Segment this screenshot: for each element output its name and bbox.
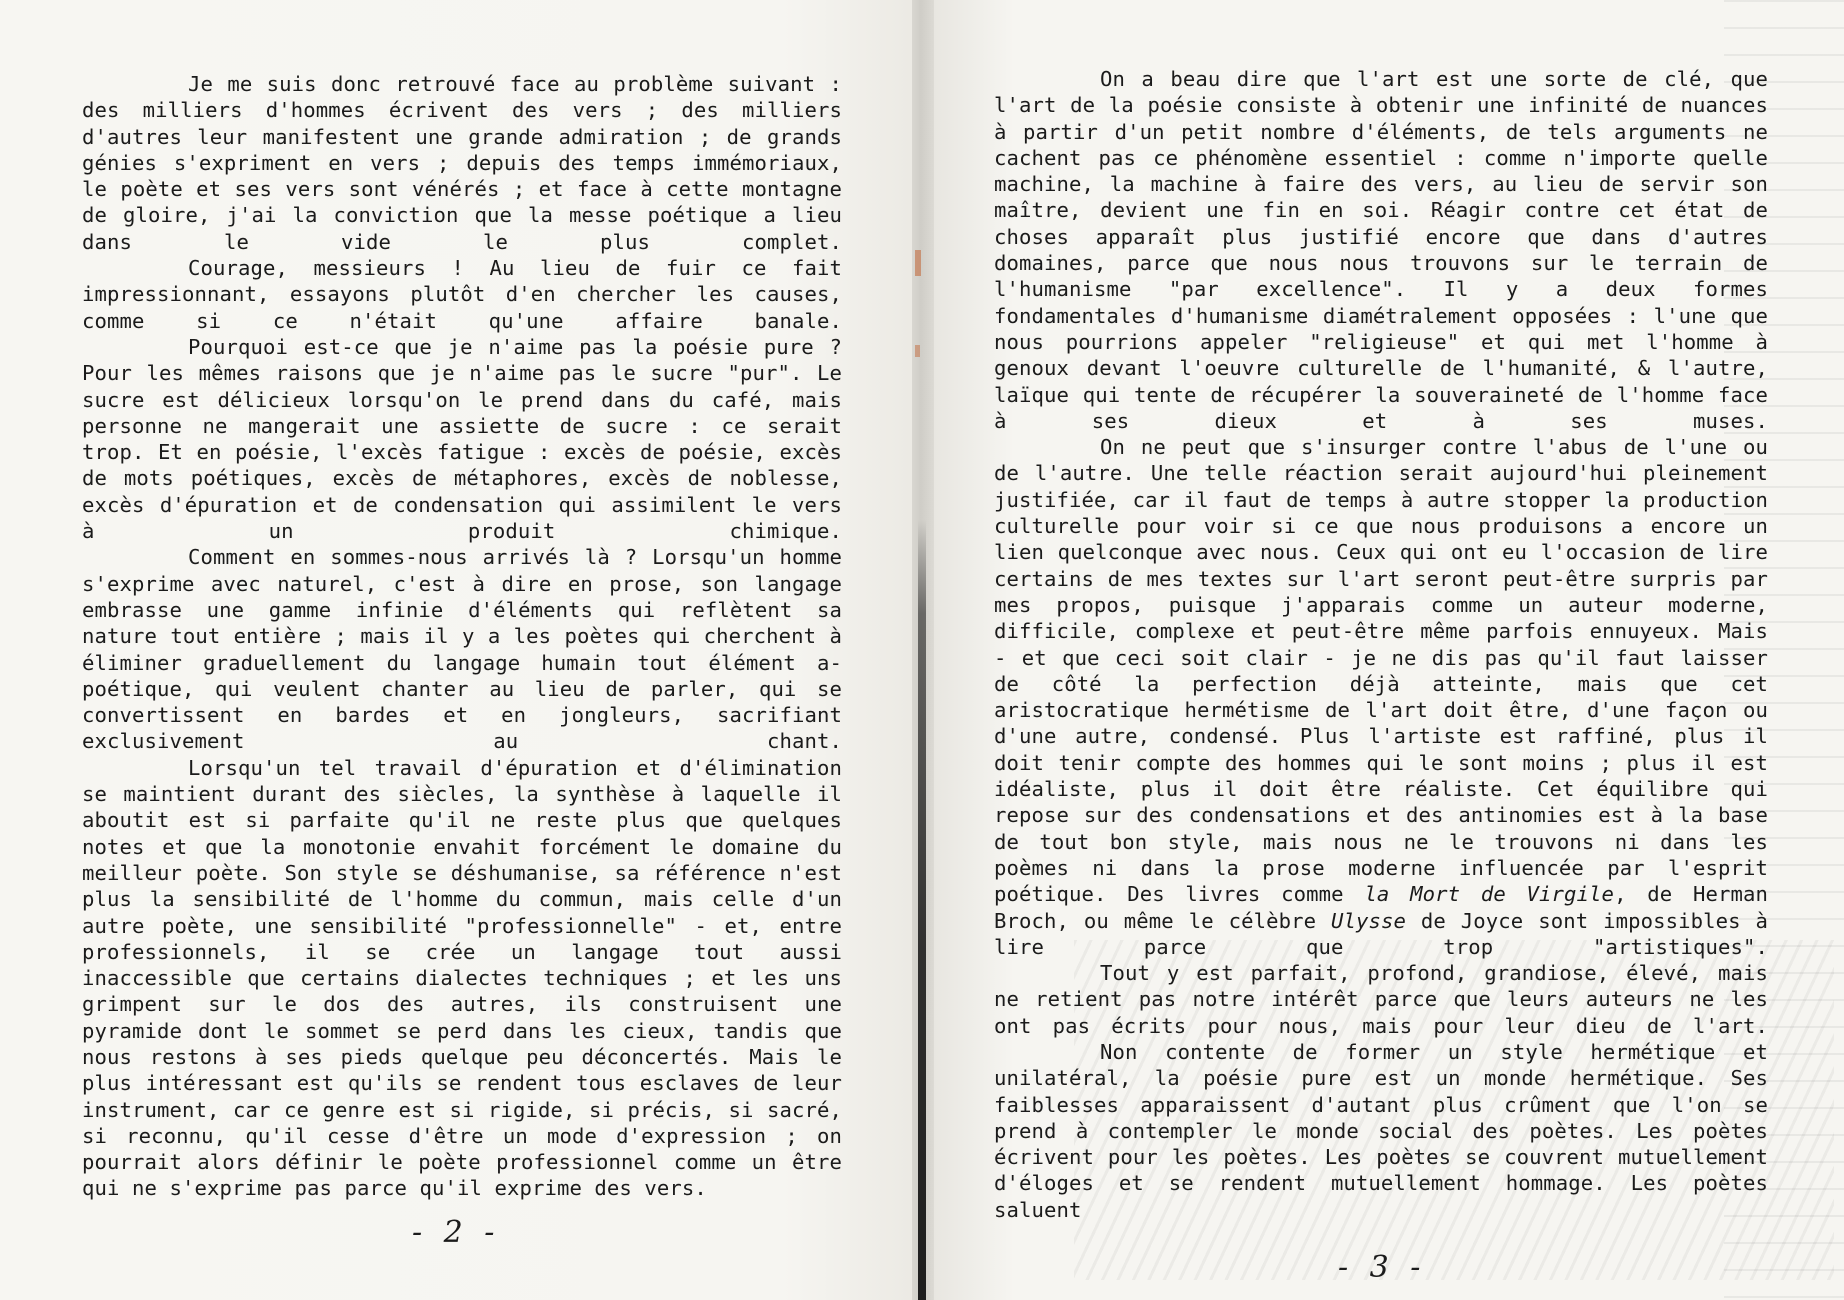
paragraph: Lorsqu'un tel travail d'épuration et d'élimination se maintient durant des siècles, la synthèse à laquelle il aboutit est si parfaite qu'il ne reste plus que quelques notes et que la monotonie envahit forcément le domaine du meilleur poète. Son style se déshumanise, sa référence n'est plus la sensibilité de l'homme du commun, mais celle d'un autre poète, une sensibilité "professionnelle" - et, entre professionnels, il se crée un langage tout aussi inaccessible que certains dialectes techniques ; et les uns grimpent sur le dos des autres, ils construisent une pyramide dont le sommet se perd dans les cieux, tandis que nous restons à ses pieds quelque peu déconcertés. Mais le plus intéressant est qu'ils se rendent tous esclaves de leur instrument, car ce genre est si rigide, si précis, si sacré, si reconnu, qu'il cesse d'être un mode d'expression ; on pourrait alors définir le poète professionnel comme un être qui ne s'exprime pas parce qu'il exprime des vers. (82, 755, 842, 1201)
right-page-text (994, 66, 1768, 1223)
paragraph: Courage, messieurs ! Au lieu de fuir ce fait impressionnant, essayons plutôt d'en chercher les causes, comme si ce n'était qu'une affaire banale. (82, 256, 842, 333)
right-page (922, 0, 1844, 1300)
paragraph: On a beau dire que l'art est une sorte de clé, que l'art de la poésie consiste à obtenir une infinité de nuances à partir d'un petit nombre d'éléments, de tels arguments ne cachent pas ce phénomène essentiel : comme n'importe quelle machine, la machine à faire des vers, au lieu de servir son maître, devient une fin en soi. Réagir contre cet état de choses apparaît plus justifié encore que dans d'autres domaines, parce que nous nous trouvons sur le terrain de l'humanisme "par excellence". Il y a deux formes fondamentales d'humanisme diamétralement opposées : l'une que nous pourrions appeler "religieuse" et qui met l'homme à genoux devant l'oeuvre culturelle de l'humanité, & l'autre, laïque qui tente de récupérer la souveraineté de l'homme face à ses dieux et à ses muses. (994, 67, 1768, 433)
binding-mark (915, 345, 920, 357)
text-run: de Joyce sont impossibles à lire parce que trop "artistiques". (994, 908, 1768, 959)
paragraph: Pourquoi est-ce que je n'aime pas la poésie pure ? Pour les mêmes raisons que je n'aime pas le sucre "pur". Le sucre est délicieux lorsqu'on le prend dans du café, mais personne ne mangerait une assiette de sucre : ce serait trop. Et en poésie, l'excès fatigue : excès de poésie, excès de mots poétiques, excès de métaphores, excès de noblesse, excès d'épuration et de condensation qui assimilent le vers à un produit chimique. (82, 334, 842, 544)
paragraph: Non contente de former un style hermétique et unilatéral, la poésie pure est un monde hermétique. Ses faiblesses apparaissent d'autant plus crûment que l'on se prend à contempler le monde social des poètes. Les poètes écrivent pour les poètes. Les poètes se couvrent mutuellement d'éloges et se rendent mutuellement hommage. Les poètes saluent (994, 1039, 1768, 1222)
paragraph: Comment en sommes-nous arrivés là ? Lorsqu'un homme s'exprime avec naturel, c'est à dire en prose, son langage embrasse une gamme infinie d'éléments qui reflètent sa nature tout entière ; mais il y a les poètes qui cherchent à éliminer graduellement du langage humain tout élément a-poétique, qui veulent chanter au lieu de parler, qui se convertissent en bardes et en jongleurs, sacrifiant exclusivement au chant. (82, 545, 842, 754)
gutter-shadow (918, 520, 926, 1300)
paragraph: Tout y est parfait, profond, grandiose, élevé, mais ne retient pas notre intérêt parce que leurs auteurs ne les ont pas écrits pour nous, mais pour leur dieu de l'art. (994, 961, 1768, 1038)
paragraph: Je me suis donc retrouvé face au problème suivant : des milliers d'hommes écrivent des vers ; des milliers d'autres leur manifestent une grande admiration ; de grands génies s'expriment en vers ; depuis des temps immémoriaux, le poète et ses vers sont vénérés ; et face à cette montagne de gloire, j'ai la conviction que la messe poétique a lieu dans le vide le plus complet. (82, 72, 842, 254)
book-title: la Mort de Virgile (1364, 882, 1615, 907)
text-run: , de Herman Broch, ou même le célèbre (994, 882, 1769, 933)
page-number: - 2 - (412, 1215, 501, 1250)
book-gutter (912, 0, 934, 1300)
book-title: Ulysse (1331, 908, 1406, 933)
page-number: - 3 - (1338, 1250, 1427, 1285)
text-run: On ne peut que s'insurger contre l'abus de l'une ou de l'autre. Une telle réaction serait aujourd'hui pleinement justifiée, car il faut de temps à autre stopper la production culturelle pour voir si ce que nous produisons a encore un lien quelconque avec nous. Ceux qui ont eu l'occasion de lire certains de mes textes sur l'art seront peut-être surpris par mes propos, puisque j'apparais comme un auteur moderne, difficile, complexe et peut-être même parfois ennuyeux. Mais - et que ceci soit clair - je ne dis pas qu'il faut laisser de côté la perfection déjà atteinte, mais que cet aristocratique hermétisme de l'art doit être, d'une façon ou d'une autre, condensé. Plus l'artiste est raffiné, plus il doit tenir compte des hommes qui le sont moins ; plus il est idéaliste, plus il doit être réaliste. Cet équilibre qui repose sur des condensations et des antinomies est à la base de tout bon style, mais nous ne le trouvons ni dans les poèmes ni dans la prose moderne influencée par l'esprit poétique. Des livres comme (994, 435, 1768, 907)
binding-mark (915, 250, 921, 276)
paragraph-with-titles (994, 434, 1768, 960)
left-page-text (82, 71, 842, 1202)
